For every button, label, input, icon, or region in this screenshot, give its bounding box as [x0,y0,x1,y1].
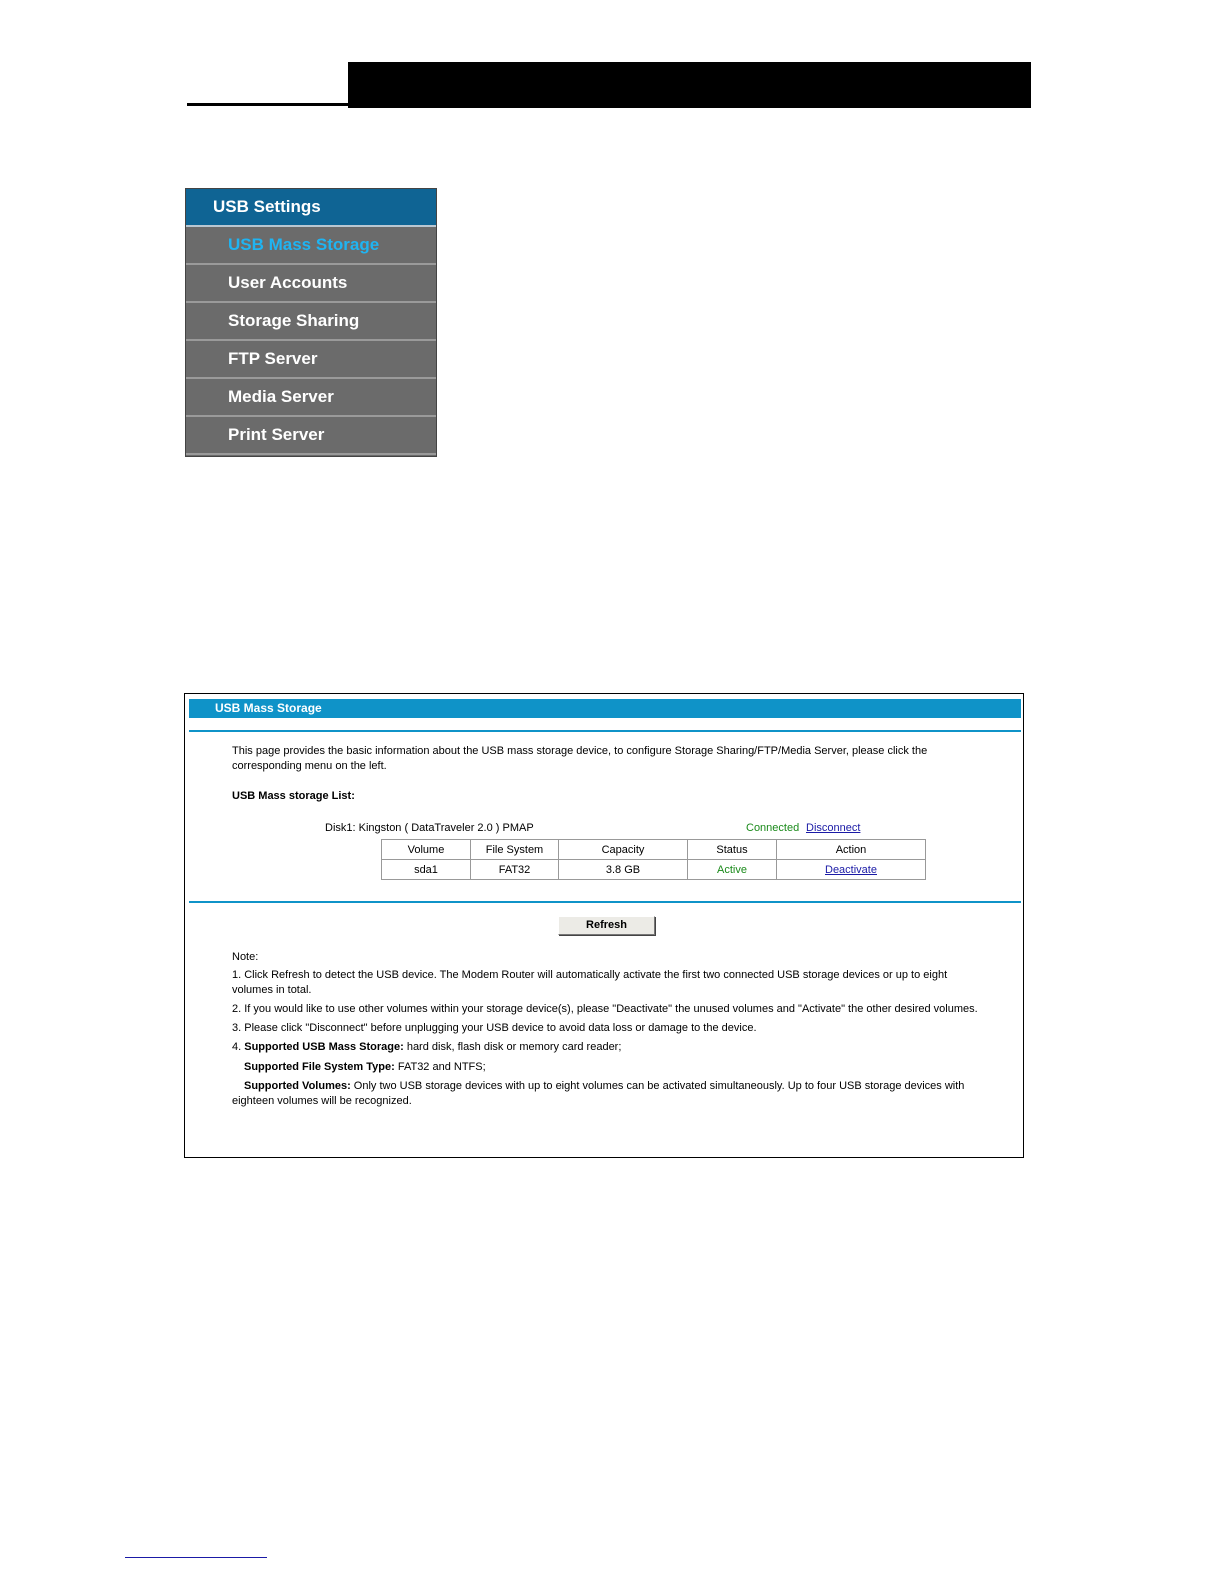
note-4 [232,1040,621,1055]
note-volumes-label: Supported Volumes: [244,1080,351,1092]
note-1-line2: volumes in total. [232,984,312,996]
cell-status: Active [688,860,777,880]
disconnect-link[interactable]: Disconnect [806,822,861,834]
refresh-button[interactable]: Refresh [558,916,655,935]
table-header-row [382,840,926,860]
panel-title: USB Mass Storage [189,699,1021,718]
menu-item-usb-mass-storage[interactable]: USB Mass Storage [186,227,436,265]
col-header-action: Action [777,840,926,860]
note-3: 3. Please click "Disconnect" before unplugging your USB device to avoid data loss or damage to the device. [232,1022,757,1034]
cell-capacity: 3.8 GB [559,860,688,880]
note-fs [244,1060,486,1075]
col-header-status: Status [688,840,777,860]
cell-volume: sda1 [382,860,471,880]
col-header-volume: Volume [382,840,471,860]
note-fs-text: FAT32 and NTFS; [394,1061,486,1073]
disk-label: Disk1: Kingston ( DataTraveler 2.0 ) PMAP [325,822,534,834]
note-volumes [244,1079,964,1094]
cell-file-system: FAT32 [471,860,559,880]
deactivate-link[interactable]: Deactivate [825,863,877,876]
menu-item-ftp-server[interactable]: FTP Server [186,341,436,379]
cell-action [777,860,926,880]
list-divider [189,901,1021,903]
note-fs-label: Supported File System Type: [244,1061,395,1073]
title-divider [189,730,1021,732]
header-bar [348,62,1031,108]
menu-item-media-server[interactable]: Media Server [186,379,436,417]
menu-item-storage-sharing[interactable]: Storage Sharing [186,303,436,341]
note-2: 2. If you would like to use other volumes within your storage device(s), please "Deactivate" the unused volumes and "Activate" the other desired volumes. [232,1003,978,1015]
table-row [382,860,926,880]
note-4-text: hard disk, flash disk or memory card reader; [403,1041,622,1053]
note-volumes-text: Only two USB storage devices with up to eight volumes can be activated simultaneously. Up to four USB storage devices with [350,1080,965,1092]
disk-connection-status: Connected [746,822,800,834]
intro-text-line2: corresponding menu on the left. [232,760,387,772]
note-1-line1: 1. Click Refresh to detect the USB device. The Modem Router will automatically activate the first two connected USB storage devices or up to eight [232,969,948,981]
col-header-capacity: Capacity [559,840,688,860]
header-underline [187,103,348,106]
note-volumes-line2: eighteen volumes will be recognized. [232,1095,412,1107]
menu-header: USB Settings [186,189,436,227]
intro-text-line1: This page provides the basic information about the USB mass storage device, to configure Storage Sharing/FTP/Media Server, please click the [232,745,928,757]
usb-settings-menu [185,188,437,457]
usb-mass-storage-panel [184,693,1024,1158]
note-4-label: Supported USB Mass Storage: [244,1041,404,1053]
menu-item-user-accounts[interactable]: User Accounts [186,265,436,303]
note-title: Note: [232,951,259,963]
storage-list-heading: USB Mass storage List: [232,790,355,802]
volume-table [381,839,926,880]
note-4-prefix: 4. [232,1041,245,1053]
menu-item-print-server[interactable]: Print Server [186,417,436,455]
footer-link-underline [125,1557,267,1558]
col-header-file-system: File System [471,840,559,860]
